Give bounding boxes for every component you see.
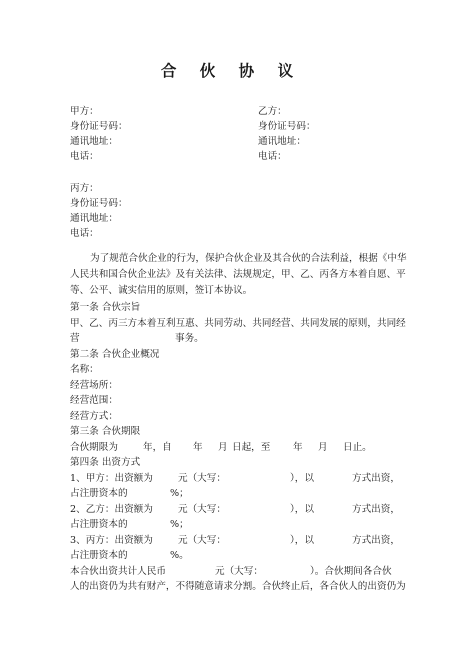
article-4-title: 第四条 出资方式 <box>70 457 141 468</box>
party-b-phone: 电话： <box>258 151 287 162</box>
total-contribution: ）。合伙期间各合伙 <box>310 566 392 577</box>
party-a-phone: 电话： <box>70 151 99 162</box>
document-title: 合 伙 协 议 <box>160 62 303 80</box>
period-text: 合伙期限为 <box>70 442 118 453</box>
party-b-id: 身份证号码： <box>258 121 316 132</box>
contribution-method: 方式出资， <box>352 504 400 515</box>
period-text: 月 <box>218 442 228 453</box>
article-2-title: 第二条 合伙企业概况 <box>70 349 160 360</box>
article-3-title: 第三条 合伙期限 <box>70 426 141 437</box>
company-name-label: 名称： <box>70 364 99 375</box>
contribution-share: %； <box>170 488 189 499</box>
contribution-share: 占注册资本的 <box>70 550 128 561</box>
total-contribution: 本合伙出资共计人民币 <box>70 566 166 577</box>
preamble-line: 人民共和国合伙企业法》及有关法律、法规规定，甲、乙、丙各方本着自愿、平 <box>70 269 406 280</box>
party-c-id: 身份证号码： <box>70 198 128 209</box>
total-contribution: 元（大写： <box>215 566 263 577</box>
contribution-method: ），以 <box>290 473 314 484</box>
period-text: 月 <box>318 442 328 453</box>
preamble-line: 等、公平、诚实信用的原则，签订本协议。 <box>70 285 253 296</box>
party-a-address: 通讯地址： <box>70 136 118 147</box>
contribution-amount: 1、甲方：出资额为 <box>70 473 153 484</box>
contribution-words: 元（大写： <box>178 535 226 546</box>
business-place-label: 经营场所： <box>70 380 118 391</box>
article-1-title: 第一条 合伙宗旨 <box>70 302 141 313</box>
party-b-address: 通讯地址： <box>258 136 306 147</box>
contribution-share: 占注册资本的 <box>70 519 128 530</box>
article-1-text: 营 <box>70 333 80 344</box>
business-mode-label: 经营方式： <box>70 411 118 422</box>
contribution-amount: 2、乙方：出资额为 <box>70 504 153 515</box>
contribution-words: 元（大写： <box>178 504 226 515</box>
party-b-name: 乙方： <box>258 106 287 117</box>
contribution-method: 方式出资， <box>352 535 400 546</box>
period-text: 日起，至 <box>232 442 271 453</box>
party-c-name: 丙方： <box>70 183 99 194</box>
period-text: 年 <box>293 442 303 453</box>
article-1-text: 事务。 <box>175 333 204 344</box>
party-c-phone: 电话： <box>70 228 99 239</box>
business-scope-label: 经营范围： <box>70 395 118 406</box>
contribution-share: %； <box>170 519 189 530</box>
contribution-share: %。 <box>170 550 189 561</box>
contribution-share: 占注册资本的 <box>70 488 128 499</box>
preamble-line: 为了规范合伙企业的行为，保护合伙企业及其合伙的合法利益，根据《中华 <box>90 253 407 264</box>
party-a-name: 甲方： <box>70 106 99 117</box>
article-1-text: 甲、乙、丙三方本着互利互惠、共同劳动、共同经营、共同发展的原则，共同经 <box>70 318 406 329</box>
contribution-amount: 3、丙方：出资额为 <box>70 535 153 546</box>
contribution-method: ），以 <box>290 535 314 546</box>
period-text: 年 <box>193 442 203 453</box>
contribution-words: 元（大写： <box>178 473 226 484</box>
total-contribution: 人的出资仍为共有财产，不得随意请求分割。合伙终止后，各合伙人的出资仍为 <box>70 581 406 592</box>
contribution-method: 方式出资， <box>352 473 400 484</box>
period-text: 年，自 <box>143 442 172 453</box>
period-text: 日止。 <box>343 442 372 453</box>
party-a-id: 身份证号码： <box>70 121 128 132</box>
party-c-address: 通讯地址： <box>70 213 118 224</box>
contribution-method: ），以 <box>290 504 314 515</box>
